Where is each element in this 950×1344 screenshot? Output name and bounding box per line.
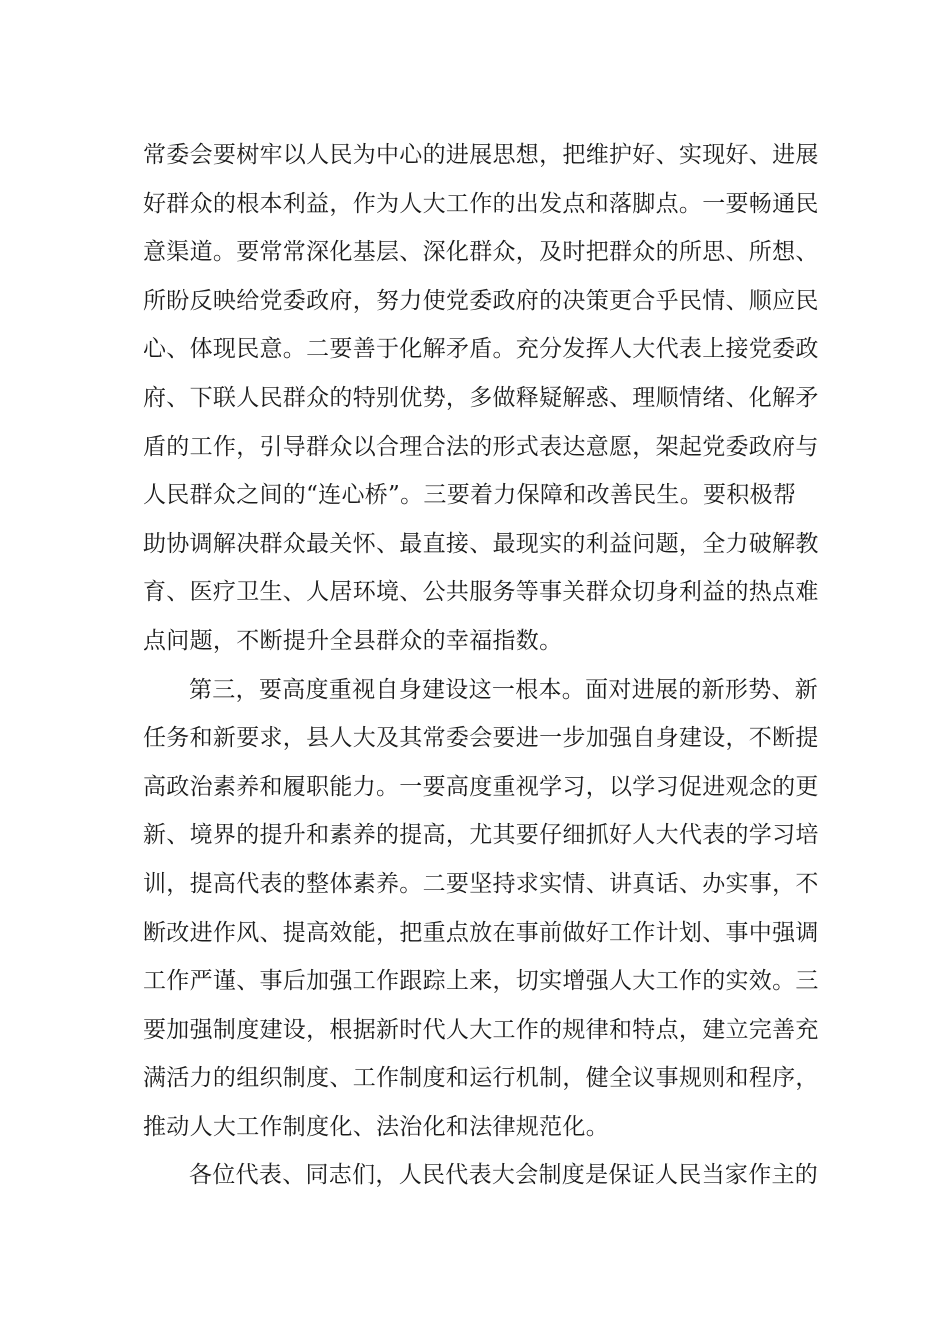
text-line: 高政治素养和履职能力。一要高度重视学习，以学习促进观念的更: [143, 773, 819, 800]
text-line: 助协调解决群众最关怀、最直接、最现实的利益问题，全力破解教: [143, 530, 819, 557]
text-line: 盾的工作，引导群众以合理合法的形式表达意愿，架起党委政府与: [143, 433, 819, 460]
text-line: 满活力的组织制度、工作制度和运行机制，健全议事规则和程序，: [143, 1065, 819, 1092]
paragraph-2: [143, 666, 819, 1152]
text-line: 育、医疗卫生、人居环境、公共服务等事关群众切身利益的热点难: [143, 579, 819, 606]
text-line: 常委会要树牢以人民为中心的进展思想，把维护好、实现好、进展: [143, 142, 819, 168]
text-line: 人民群众之间的“连心桥”。三要着力保障和改善民生。要积极帮: [143, 482, 797, 509]
text-line: 第三，要高度重视自身建设这一根本。面对进展的新形势、新: [189, 676, 819, 703]
text-line: 断改进作风、提高效能，把重点放在事前做好工作计划、事中强调: [143, 919, 819, 946]
text-line: 点问题，不断提升全县群众的幸福指数。: [143, 627, 563, 654]
text-line: 心、体现民意。二要善于化解矛盾。充分发挥人大代表上接党委政: [143, 336, 819, 363]
text-line: 工作严谨、事后加强工作跟踪上来，切实增强人大工作的实效。三: [143, 968, 819, 995]
text-line: 训，提高代表的整体素养。二要坚持求实情、讲真话、办实事，不: [143, 870, 819, 897]
text-line: 所盼反映给党委政府，努力使党委政府的决策更合乎民情、顺应民: [143, 287, 819, 314]
text-line: 府、下联人民群众的特别优势，多做释疑解惑、理顺情绪、化解矛: [143, 384, 819, 411]
text-line: 各位代表、同志们，人民代表大会制度是保证人民当家作主的: [189, 1162, 819, 1189]
text-line: 推动人大工作制度化、法治化和法律规范化。: [143, 1113, 609, 1140]
paragraph-3: [143, 1151, 819, 1200]
text-line: 好群众的根本利益，作为人大工作的出发点和落脚点。一要畅通民: [143, 190, 819, 217]
document-page: [143, 131, 819, 1200]
text-line: 新、境界的提升和素养的提高，尤其要仔细抓好人大代表的学习培: [143, 822, 819, 849]
text-line: 要加强制度建设，根据新时代人大工作的规律和特点，建立完善充: [143, 1016, 819, 1043]
text-line: 任务和新要求，县人大及其常委会要进一步加强自身建设，不断提: [143, 725, 819, 752]
text-line: 意渠道。要常常深化基层、深化群众，及时把群众的所思、所想、: [143, 239, 819, 266]
paragraph-1: [143, 131, 819, 666]
